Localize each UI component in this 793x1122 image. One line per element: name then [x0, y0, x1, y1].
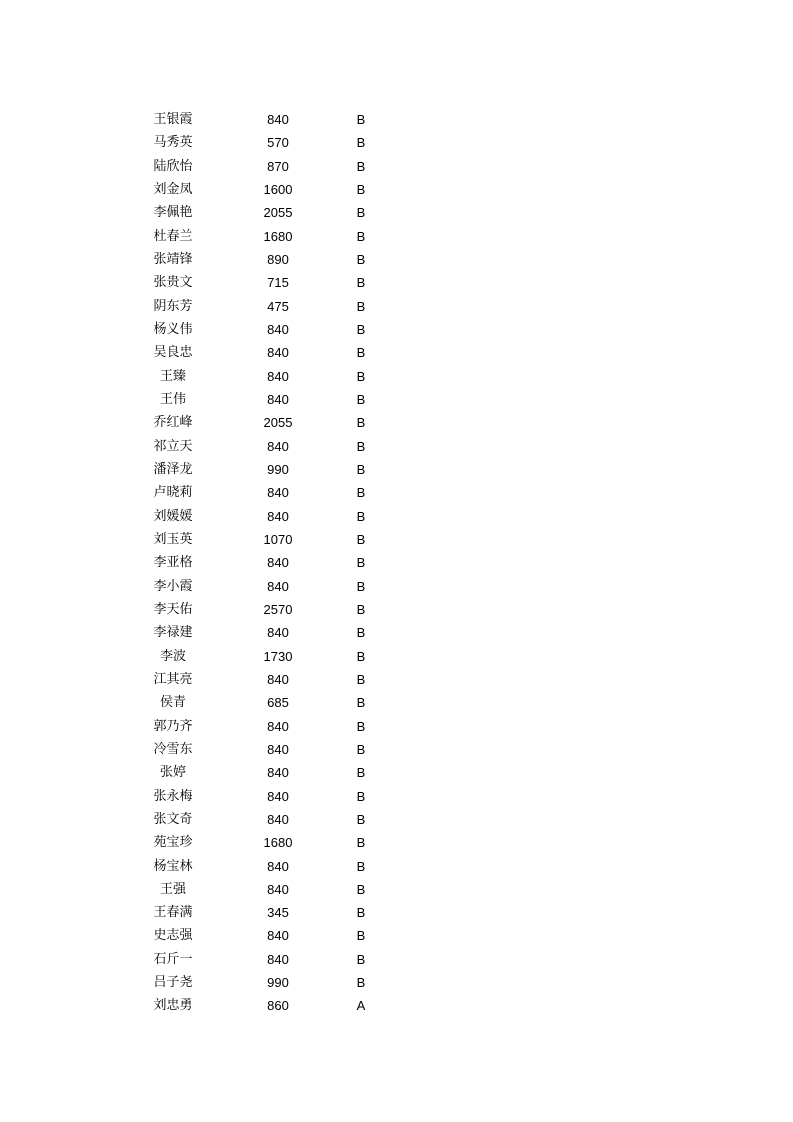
row-grade: B	[356, 158, 366, 174]
row-name: 刘金凤	[153, 181, 193, 197]
row-grade: B	[356, 205, 366, 221]
table-row	[140, 458, 400, 481]
data-table	[140, 108, 400, 1018]
row-name: 阴东芳	[153, 298, 193, 314]
row-amount: 840	[267, 438, 289, 454]
row-amount: 890	[267, 251, 289, 267]
row-amount: 1680	[263, 228, 293, 244]
table-row	[140, 248, 400, 271]
table-row	[140, 621, 400, 644]
table-row	[140, 994, 400, 1017]
row-name: 李波	[159, 648, 186, 664]
row-name: 苑宝珍	[153, 835, 193, 851]
table-row	[140, 108, 400, 131]
row-name: 张贵文	[153, 275, 193, 291]
row-amount: 840	[267, 671, 289, 687]
row-name: 刘忠勇	[153, 998, 193, 1014]
table-row	[140, 808, 400, 831]
table-row	[140, 715, 400, 738]
row-amount: 345	[267, 905, 289, 921]
table-row	[140, 924, 400, 947]
table-row	[140, 691, 400, 714]
table-row	[140, 971, 400, 994]
row-grade: B	[356, 135, 366, 151]
row-name: 史志强	[153, 928, 193, 944]
row-grade: B	[356, 718, 366, 734]
row-amount: 840	[267, 858, 289, 874]
table-row	[140, 155, 400, 178]
row-grade: B	[356, 975, 366, 991]
row-amount: 990	[267, 975, 289, 991]
row-amount: 840	[267, 578, 289, 594]
row-grade: B	[356, 181, 366, 197]
table-row	[140, 855, 400, 878]
table-row	[140, 668, 400, 691]
row-amount: 2055	[263, 205, 293, 221]
row-name: 侯青	[159, 695, 186, 711]
row-name: 李小霞	[153, 578, 193, 594]
table-row	[140, 318, 400, 341]
row-grade: B	[356, 788, 366, 804]
row-name: 冷雪东	[153, 741, 193, 757]
row-amount: 685	[267, 695, 289, 711]
row-name: 祁立天	[153, 438, 193, 454]
row-amount: 840	[267, 765, 289, 781]
table-row	[140, 201, 400, 224]
row-name: 乔红峰	[153, 415, 193, 431]
row-amount: 840	[267, 718, 289, 734]
row-name: 吴良忠	[153, 345, 193, 361]
row-grade: B	[356, 275, 366, 291]
row-name: 杨义伟	[153, 321, 193, 337]
table-row	[140, 901, 400, 924]
row-grade: B	[356, 438, 366, 454]
row-amount: 1600	[263, 181, 293, 197]
row-name: 王春满	[153, 905, 193, 921]
row-name: 杜春兰	[153, 228, 193, 244]
table-row	[140, 435, 400, 458]
row-amount: 840	[267, 625, 289, 641]
row-grade: A	[356, 998, 366, 1014]
row-name: 王银霞	[153, 112, 193, 127]
row-amount: 840	[267, 345, 289, 361]
row-name: 吕子尧	[153, 975, 193, 991]
row-grade: B	[356, 228, 366, 244]
row-amount: 570	[267, 135, 289, 151]
table-row	[140, 481, 400, 504]
row-grade: B	[356, 811, 366, 827]
row-name: 刘媛媛	[153, 508, 193, 524]
table-row	[140, 505, 400, 528]
table-row	[140, 738, 400, 761]
row-grade: B	[356, 321, 366, 337]
row-grade: B	[356, 671, 366, 687]
row-amount: 840	[267, 881, 289, 897]
table-row	[140, 388, 400, 411]
row-grade: B	[356, 112, 366, 127]
table-row	[140, 761, 400, 784]
row-grade: B	[356, 695, 366, 711]
table-row	[140, 551, 400, 574]
table-row	[140, 528, 400, 551]
row-name: 李禄建	[153, 625, 193, 641]
row-amount: 1730	[263, 648, 293, 664]
row-grade: B	[356, 531, 366, 547]
row-grade: B	[356, 461, 366, 477]
row-grade: B	[356, 391, 366, 407]
row-name: 张文奇	[153, 811, 193, 827]
row-grade: B	[356, 858, 366, 874]
row-amount: 840	[267, 321, 289, 337]
row-grade: B	[356, 765, 366, 781]
row-amount: 840	[267, 391, 289, 407]
row-grade: B	[356, 368, 366, 384]
row-name: 江其亮	[153, 671, 193, 687]
table-row	[140, 575, 400, 598]
row-grade: B	[356, 648, 366, 664]
row-amount: 1070	[263, 531, 293, 547]
row-grade: B	[356, 928, 366, 944]
table-row	[140, 365, 400, 388]
row-amount: 870	[267, 158, 289, 174]
row-amount: 840	[267, 555, 289, 571]
table-row	[140, 131, 400, 154]
table-row	[140, 785, 400, 808]
row-name: 石斤一	[153, 951, 193, 967]
row-amount: 840	[267, 485, 289, 501]
table-row	[140, 295, 400, 318]
row-name: 王臻	[159, 368, 186, 384]
row-amount: 840	[267, 508, 289, 524]
table-row	[140, 598, 400, 621]
table-row	[140, 831, 400, 854]
row-amount: 840	[267, 368, 289, 384]
row-grade: B	[356, 345, 366, 361]
table-row	[140, 225, 400, 248]
row-amount: 840	[267, 811, 289, 827]
table-row	[140, 948, 400, 971]
table-row	[140, 878, 400, 901]
table-row	[140, 645, 400, 668]
row-name: 王伟	[159, 391, 186, 407]
row-name: 刘玉英	[153, 531, 193, 547]
row-name: 张永梅	[153, 788, 193, 804]
row-grade: B	[356, 905, 366, 921]
row-name: 陆欣怡	[153, 158, 193, 174]
row-name: 李佩艳	[153, 205, 193, 221]
row-amount: 2055	[263, 415, 293, 431]
row-grade: B	[356, 485, 366, 501]
row-name: 卢晓莉	[153, 485, 193, 501]
row-amount: 840	[267, 112, 289, 127]
row-grade: B	[356, 298, 366, 314]
row-amount: 840	[267, 928, 289, 944]
row-grade: B	[356, 415, 366, 431]
row-grade: B	[356, 951, 366, 967]
row-name: 王强	[159, 881, 186, 897]
row-amount: 840	[267, 788, 289, 804]
row-name: 郭乃齐	[153, 718, 193, 734]
row-amount: 2570	[263, 601, 293, 617]
row-grade: B	[356, 835, 366, 851]
row-grade: B	[356, 555, 366, 571]
row-grade: B	[356, 741, 366, 757]
row-grade: B	[356, 578, 366, 594]
row-name: 李亚格	[153, 555, 193, 571]
table-row	[140, 178, 400, 201]
table-row	[140, 341, 400, 364]
row-amount: 840	[267, 951, 289, 967]
row-name: 杨宝林	[153, 858, 193, 874]
row-amount: 715	[267, 275, 289, 291]
row-grade: B	[356, 881, 366, 897]
row-name: 李天佑	[153, 601, 193, 617]
table-row	[140, 271, 400, 294]
row-amount: 475	[267, 298, 289, 314]
row-grade: B	[356, 601, 366, 617]
row-name: 张靖锋	[153, 251, 193, 267]
row-name: 马秀英	[153, 135, 193, 151]
row-grade: B	[356, 625, 366, 641]
table-row	[140, 411, 400, 434]
row-name: 潘泽龙	[153, 461, 193, 477]
row-amount: 860	[267, 998, 289, 1014]
row-name: 张婷	[159, 765, 186, 781]
row-amount: 990	[267, 461, 289, 477]
row-amount: 840	[267, 741, 289, 757]
row-amount: 1680	[263, 835, 293, 851]
row-grade: B	[356, 251, 366, 267]
row-grade: B	[356, 508, 366, 524]
